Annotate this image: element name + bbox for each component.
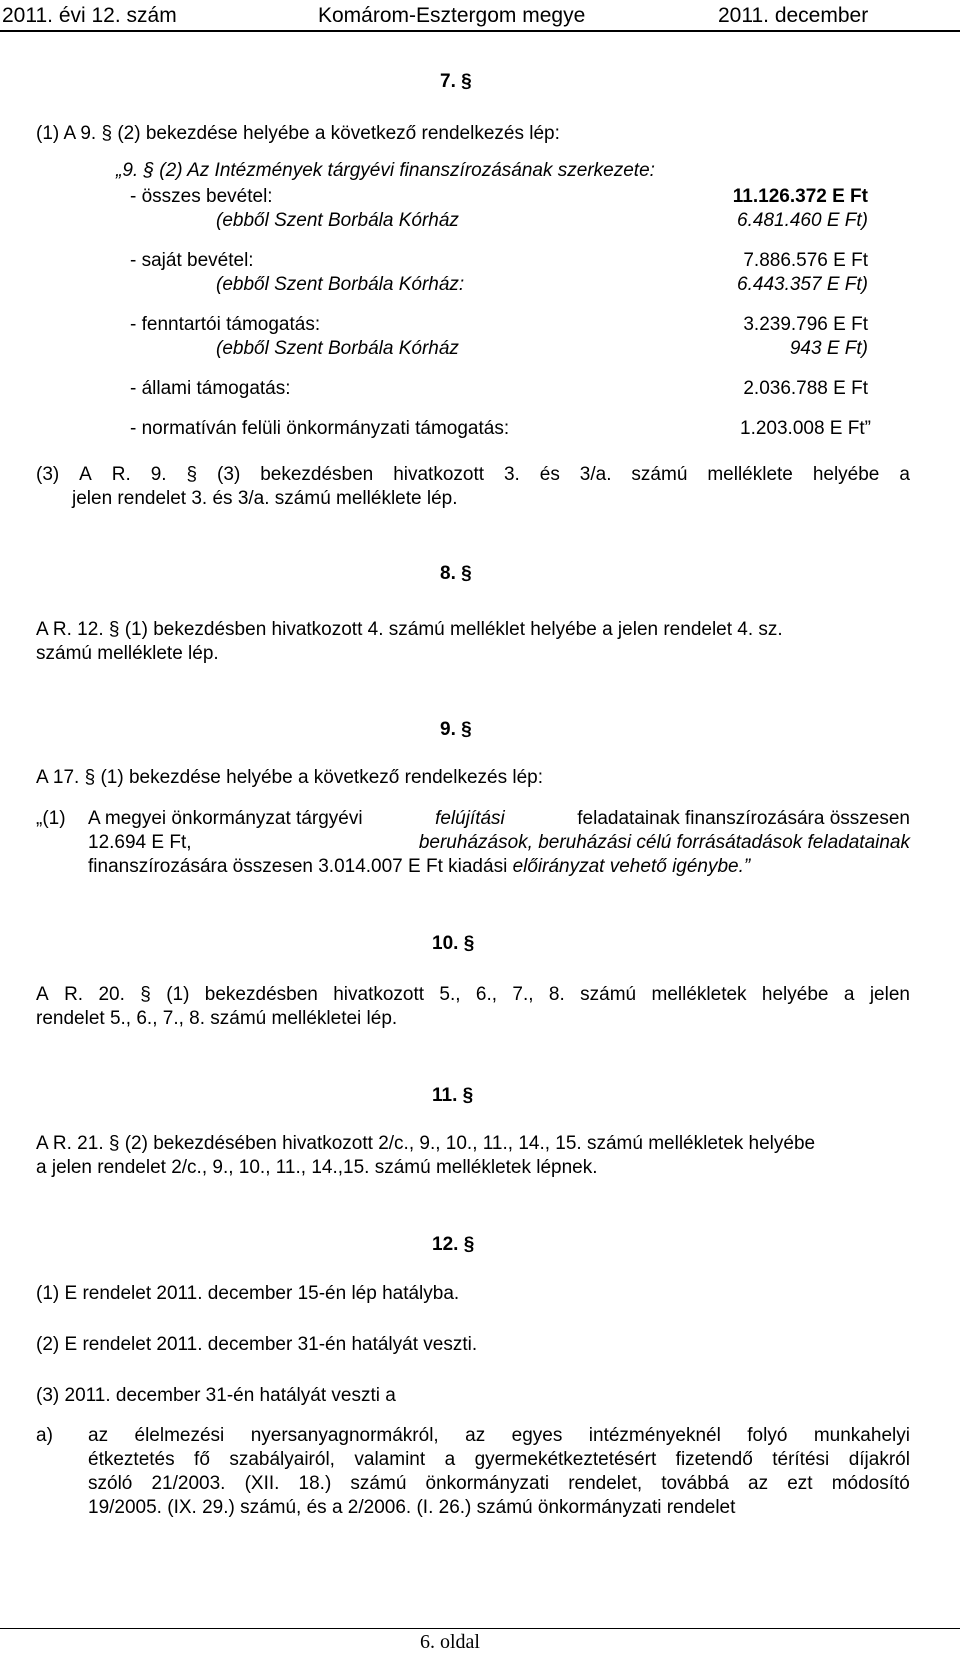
word: számú: [580, 984, 637, 1005]
word: helyébe: [812, 464, 880, 485]
row-state-support-label: - állami támogatás:: [130, 378, 291, 399]
word: bekezdésben: [204, 984, 318, 1005]
word: helyébe: [761, 984, 829, 1005]
row-extra-support-label: - normatíván felüli önkormányzati támogatás:: [130, 418, 510, 439]
word: (XII.: [244, 1473, 280, 1494]
s9-intro: A 17. § (1) bekezdése helyébe a következő rendelkezés lép:: [36, 767, 543, 788]
word: 6.,: [475, 984, 498, 1005]
word: az: [465, 1425, 486, 1446]
word: (3): [217, 464, 241, 485]
s11-line-2: a jelen rendelet 2/c., 9., 10., 11., 14.,15. számú mellékletek lépnek.: [36, 1157, 598, 1178]
section-10-title: 10. §: [432, 933, 475, 954]
header-county: Komárom-Esztergom megye: [318, 4, 586, 27]
row-total-income-value: 11.126.372 E Ft: [732, 186, 868, 207]
word: hivatkozott: [393, 464, 485, 485]
word: R.: [64, 984, 84, 1005]
s10-line-2: rendelet 5., 6., 7., 8. számú mellékletei lép.: [36, 1008, 398, 1029]
word: jelen: [869, 984, 910, 1005]
s9-line-3: [88, 855, 750, 879]
word: az: [88, 1425, 109, 1446]
row-extra-support-value: 1.203.008 E Ft”: [740, 418, 871, 439]
row-own-income-value: 7.886.576 E Ft: [743, 250, 868, 271]
word: számú: [350, 1473, 407, 1494]
word: 9.: [150, 464, 167, 485]
s9-l3-a: finanszírozására összesen 3.014.007 E Ft kiadási: [88, 856, 508, 877]
word: munkahelyi: [813, 1425, 910, 1446]
word: (3): [36, 464, 60, 485]
word: A: [79, 464, 92, 485]
word: szabályairól,: [229, 1449, 335, 1470]
word: továbbá: [661, 1473, 729, 1494]
word: A: [36, 984, 49, 1005]
word: 18.): [298, 1473, 332, 1494]
word: 21/2003.: [151, 1473, 226, 1494]
s12-paragraph-1: (1) E rendelet 2011. december 15-én lép hatályba.: [36, 1283, 460, 1304]
s9-l2-italic: beruházások, beruházási célú forrásátadások feladatainak: [418, 832, 910, 853]
word: étkeztetés: [88, 1449, 175, 1470]
s9-l2-a: 12.694 E Ft,: [88, 832, 192, 853]
word: a: [444, 1449, 456, 1470]
s8-line-1: A R. 12. § (1) bekezdésben hivatkozott 4. számú melléklet helyébe a jelen rendelet 4. sz.: [36, 619, 783, 640]
section-9-title: 9. §: [440, 719, 472, 740]
row-maintainer-support-sub-label: (ebből Szent Borbála Kórház: [216, 338, 459, 359]
word: §: [140, 984, 151, 1005]
word: az: [748, 1473, 769, 1494]
row-state-support-value: 2.036.788 E Ft: [743, 378, 868, 399]
word: intézményeknél: [588, 1425, 721, 1446]
section-8-title: 8. §: [440, 563, 472, 584]
header-issue: 2011. évi 12. szám: [2, 4, 177, 27]
word: nyersanyagnormákról,: [250, 1425, 439, 1446]
s12-item-a-line-1: [88, 1424, 910, 1448]
header-rule: [0, 30, 960, 32]
word: a: [843, 984, 855, 1005]
word: §: [186, 464, 198, 485]
word: gyermekétkeztetésért: [474, 1449, 657, 1470]
s7-quoted-heading: „9. § (2) Az Intézmények tárgyévi finanszírozásának szerkezete:: [116, 160, 655, 181]
word: számú: [631, 464, 688, 485]
word: fizetendő: [675, 1449, 753, 1470]
row-maintainer-support-sub-value: 943 E Ft): [789, 338, 868, 359]
word: térítési: [772, 1449, 830, 1470]
s7-paragraph-3: [36, 463, 910, 487]
s9-l1-a: A megyei önkormányzat tárgyévi: [88, 808, 363, 829]
section-7-title: 7. §: [440, 71, 472, 92]
row-maintainer-support-label: - fenntartói támogatás:: [130, 314, 321, 335]
s7-paragraph-1: (1) A 9. § (2) bekezdése helyébe a következő rendelkezés lép:: [36, 123, 560, 144]
word: szóló: [88, 1473, 133, 1494]
s9-prefix: „(1): [36, 808, 66, 829]
s10-line-1: [36, 983, 910, 1007]
footer-rule: [0, 1628, 960, 1629]
word: ezt: [787, 1473, 813, 1494]
row-total-income-label: - összes bevétel:: [130, 186, 273, 207]
word: folyó: [747, 1425, 788, 1446]
word: bekezdésben: [260, 464, 374, 485]
word: valamint: [354, 1449, 426, 1470]
s7-p3-line-2: jelen rendelet 3. és 3/a. számú melléklete lép.: [72, 488, 458, 509]
s12-item-a-line-4: 19/2005. (IX. 29.) számú, és a 2/2006. (I. 26.) számú önkormányzati rendelet: [88, 1497, 736, 1518]
s12-item-a-line-3: [88, 1472, 910, 1496]
word: (1): [166, 984, 190, 1005]
word: egyes: [511, 1425, 563, 1446]
header-date: 2011. december: [718, 4, 869, 27]
s11-line-1: A R. 21. § (2) bekezdésében hivatkozott 2/c., 9., 10., 11., 14., 15. számú mellékletek helyébe: [36, 1133, 816, 1154]
word: és: [539, 464, 560, 485]
word: mellékletek: [651, 984, 747, 1005]
word: élelmezési: [134, 1425, 225, 1446]
word: fő: [194, 1449, 210, 1470]
row-total-income-sub-label: (ebből Szent Borbála Kórház: [216, 210, 459, 231]
word: a: [899, 464, 910, 485]
word: 8.: [548, 984, 565, 1005]
s12-item-a-marker: a): [36, 1425, 53, 1446]
s9-l1-italic: felújítási: [435, 808, 505, 829]
word: 5.,: [439, 984, 461, 1005]
s12-item-a-line-2: [88, 1448, 910, 1472]
row-total-income-sub-value: 6.481.460 E Ft): [737, 210, 868, 231]
section-11-title: 11. §: [432, 1085, 474, 1106]
word: 7.,: [512, 984, 534, 1005]
section-12-title: 12. §: [432, 1234, 475, 1255]
footer-page-number: 6. oldal: [420, 1631, 480, 1653]
word: 3.: [503, 464, 520, 485]
row-own-income-sub-value: 6.443.357 E Ft): [737, 274, 868, 295]
s7-p3-line-1: [36, 463, 910, 487]
s9-line-2: [88, 831, 910, 855]
word: 3/a.: [579, 464, 612, 485]
word: 20.: [98, 984, 125, 1005]
word: R.: [111, 464, 131, 485]
s8-line-2: számú melléklete lép.: [36, 643, 219, 664]
s9-l1-b: feladatainak finanszírozására összesen: [577, 808, 910, 829]
word: díjakról: [848, 1449, 910, 1470]
s12-paragraph-2: (2) E rendelet 2011. december 31-én hatályát veszti.: [36, 1334, 478, 1355]
s12-paragraph-3: (3) 2011. december 31-én hatályát veszti a: [36, 1385, 396, 1406]
row-own-income-label: - saját bevétel:: [130, 250, 254, 271]
word: melléklete: [707, 464, 793, 485]
word: rendelet,: [568, 1473, 643, 1494]
row-maintainer-support-value: 3.239.796 E Ft: [743, 314, 868, 335]
word: önkormányzati: [425, 1473, 550, 1494]
row-own-income-sub-label: (ebből Szent Borbála Kórház:: [216, 274, 465, 295]
s9-l3-italic: előirányzat vehető igénybe.”: [512, 856, 751, 877]
word: módosító: [831, 1473, 910, 1494]
word: hivatkozott: [333, 984, 425, 1005]
s9-line-1: [88, 807, 910, 831]
